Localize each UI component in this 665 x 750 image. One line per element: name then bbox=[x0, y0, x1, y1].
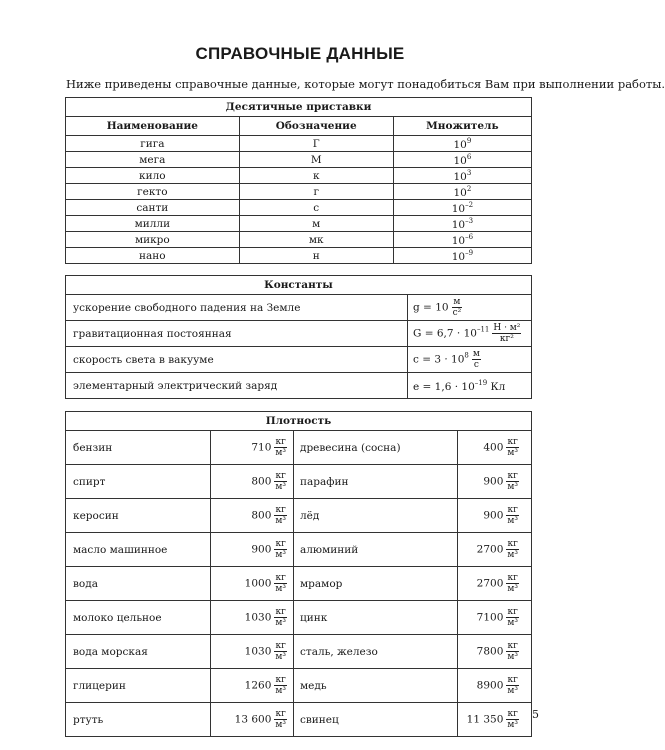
substance-name: медь bbox=[294, 669, 458, 703]
density-number: 8900 bbox=[476, 679, 504, 692]
constant-exponent: –19 bbox=[474, 378, 488, 387]
density-number: 400 bbox=[483, 441, 504, 454]
unit-fraction bbox=[274, 709, 287, 730]
multiplier-exponent: –9 bbox=[465, 248, 474, 257]
unit-denominator: м³ bbox=[275, 618, 286, 628]
multiplier-exponent: –2 bbox=[465, 200, 474, 209]
density-value bbox=[211, 567, 294, 601]
density-value bbox=[211, 669, 294, 703]
unit-numerator: кг bbox=[275, 573, 286, 583]
constants-caption: Константы bbox=[66, 276, 532, 295]
constant-prefix: g = 10 bbox=[413, 301, 449, 314]
multiplier-exponent: –3 bbox=[465, 216, 474, 225]
unit-numerator: кг bbox=[507, 607, 518, 617]
unit-denominator: м³ bbox=[275, 652, 286, 662]
substance-name: ртуть bbox=[66, 703, 211, 737]
unit-numerator: м bbox=[472, 349, 480, 359]
density-number: 2700 bbox=[476, 543, 504, 556]
multiplier-exponent: –6 bbox=[465, 232, 474, 241]
unit-denominator: м³ bbox=[507, 550, 518, 560]
multiplier-base: 10 bbox=[451, 234, 466, 247]
density-table bbox=[65, 411, 532, 737]
constants-table bbox=[65, 275, 532, 399]
prefix-symbol: с bbox=[239, 200, 393, 216]
constant-row bbox=[66, 295, 532, 321]
unit-fraction bbox=[472, 349, 481, 370]
unit-fraction bbox=[506, 607, 519, 628]
density-value bbox=[458, 465, 532, 499]
substance-name: древесина (сосна) bbox=[294, 431, 458, 465]
unit-numerator: кг bbox=[275, 641, 286, 651]
prefix-multiplier bbox=[393, 216, 531, 232]
constant-name: ускорение свободного падения на Земле bbox=[66, 295, 408, 321]
constant-prefix: G = 6,7 · 10 bbox=[413, 327, 477, 340]
header-multiplier: Множитель bbox=[393, 117, 531, 136]
density-number: 800 bbox=[251, 475, 272, 488]
prefixes-caption: Десятичные приставки bbox=[66, 98, 532, 117]
unit-numerator: кг bbox=[507, 471, 518, 481]
density-value bbox=[458, 601, 532, 635]
unit-denominator: м³ bbox=[507, 652, 518, 662]
density-number: 1030 bbox=[244, 611, 272, 624]
unit-numerator: кг bbox=[507, 709, 518, 719]
prefix-row bbox=[66, 168, 532, 184]
density-number: 710 bbox=[251, 441, 272, 454]
density-number: 7800 bbox=[476, 645, 504, 658]
multiplier-base: 10 bbox=[451, 218, 466, 231]
density-caption: Плотность bbox=[66, 412, 532, 431]
unit-numerator: Н · м² bbox=[493, 323, 521, 333]
prefix-name: кило bbox=[66, 168, 240, 184]
density-number: 900 bbox=[483, 509, 504, 522]
multiplier-exponent: 3 bbox=[466, 168, 472, 177]
multiplier-base: 10 bbox=[453, 186, 467, 199]
unit-numerator: кг bbox=[507, 675, 518, 685]
density-number: 1000 bbox=[244, 577, 272, 590]
prefix-row bbox=[66, 200, 532, 216]
substance-name: мрамор bbox=[294, 567, 458, 601]
unit-fraction bbox=[274, 505, 287, 526]
unit-denominator: с² bbox=[452, 308, 462, 318]
density-value bbox=[211, 499, 294, 533]
prefix-name: гекто bbox=[66, 184, 240, 200]
density-value bbox=[211, 431, 294, 465]
prefix-multiplier bbox=[393, 200, 531, 216]
constant-value bbox=[408, 347, 532, 373]
constant-value bbox=[408, 295, 532, 321]
density-number: 2700 bbox=[476, 577, 504, 590]
prefix-multiplier bbox=[393, 152, 531, 168]
unit-numerator: кг bbox=[275, 437, 286, 447]
prefix-name: милли bbox=[66, 216, 240, 232]
density-value bbox=[211, 601, 294, 635]
substance-name: вода bbox=[66, 567, 211, 601]
density-number: 800 bbox=[251, 509, 272, 522]
unit-denominator: м³ bbox=[507, 618, 518, 628]
unit-fraction bbox=[274, 607, 287, 628]
substance-name: молоко цельное bbox=[66, 601, 211, 635]
unit-fraction bbox=[506, 675, 519, 696]
prefix-multiplier bbox=[393, 248, 531, 264]
substance-name: сталь, железо bbox=[294, 635, 458, 669]
density-row bbox=[66, 533, 532, 567]
unit-denominator: м³ bbox=[275, 686, 286, 696]
constant-exponent: 8 bbox=[464, 351, 469, 360]
prefix-multiplier bbox=[393, 184, 531, 200]
page-title: СПРАВОЧНЫЕ ДАННЫЕ bbox=[195, 44, 405, 63]
substance-name: глицерин bbox=[66, 669, 211, 703]
density-row bbox=[66, 601, 532, 635]
constant-row bbox=[66, 321, 532, 347]
density-value bbox=[458, 499, 532, 533]
prefix-symbol: к bbox=[239, 168, 393, 184]
prefix-symbol: м bbox=[239, 216, 393, 232]
density-number: 1260 bbox=[244, 679, 272, 692]
unit-numerator: кг bbox=[275, 471, 286, 481]
unit-numerator: кг bbox=[507, 437, 518, 447]
prefix-row bbox=[66, 136, 532, 152]
unit-fraction bbox=[274, 573, 287, 594]
unit-denominator: м³ bbox=[507, 720, 518, 730]
density-value bbox=[458, 669, 532, 703]
prefix-symbol: г bbox=[239, 184, 393, 200]
unit-denominator: м³ bbox=[275, 516, 286, 526]
unit-fraction bbox=[492, 323, 521, 344]
unit-fraction bbox=[274, 641, 287, 662]
constant-exponent: –11 bbox=[476, 325, 490, 334]
constant-name: скорость света в вакууме bbox=[66, 347, 408, 373]
unit-numerator: кг bbox=[507, 641, 518, 651]
substance-name: цинк bbox=[294, 601, 458, 635]
prefix-symbol: мк bbox=[239, 232, 393, 248]
unit-fraction bbox=[274, 675, 287, 696]
unit-numerator: кг bbox=[275, 505, 286, 515]
prefix-symbol: М bbox=[239, 152, 393, 168]
prefix-multiplier bbox=[393, 136, 531, 152]
density-value bbox=[211, 703, 294, 737]
prefix-symbol: Г bbox=[239, 136, 393, 152]
constant-row bbox=[66, 347, 532, 373]
multiplier-base: 10 bbox=[451, 202, 466, 215]
unit-fraction bbox=[506, 505, 519, 526]
unit-numerator: кг bbox=[275, 539, 286, 549]
prefix-name: нано bbox=[66, 248, 240, 264]
constant-name: элементарный электрический заряд bbox=[66, 373, 408, 399]
density-number: 900 bbox=[483, 475, 504, 488]
unit-fraction bbox=[274, 539, 287, 560]
unit-fraction bbox=[274, 471, 287, 492]
density-row bbox=[66, 465, 532, 499]
density-row bbox=[66, 431, 532, 465]
prefix-name: гига bbox=[66, 136, 240, 152]
multiplier-base: 10 bbox=[453, 170, 467, 183]
unit-denominator: м³ bbox=[275, 448, 286, 458]
substance-name: вода морская bbox=[66, 635, 211, 669]
multiplier-exponent: 9 bbox=[466, 136, 472, 145]
unit-numerator: кг bbox=[275, 675, 286, 685]
unit-numerator: м bbox=[453, 297, 461, 307]
prefixes-table bbox=[65, 97, 532, 264]
substance-name: лёд bbox=[294, 499, 458, 533]
constant-unit: Кл bbox=[487, 380, 506, 393]
header-symbol: Обозначение bbox=[239, 117, 393, 136]
density-row bbox=[66, 669, 532, 703]
unit-denominator: м³ bbox=[507, 584, 518, 594]
substance-name: свинец bbox=[294, 703, 458, 737]
unit-denominator: кг² bbox=[499, 334, 514, 344]
unit-numerator: кг bbox=[507, 573, 518, 583]
unit-fraction bbox=[506, 709, 519, 730]
density-value bbox=[211, 635, 294, 669]
header-name: Наименование bbox=[66, 117, 240, 136]
constant-name: гравитационная постоянная bbox=[66, 321, 408, 347]
density-value bbox=[458, 703, 532, 737]
prefix-row bbox=[66, 232, 532, 248]
prefix-name: мега bbox=[66, 152, 240, 168]
multiplier-exponent: 2 bbox=[466, 184, 472, 193]
unit-fraction bbox=[506, 641, 519, 662]
prefix-multiplier bbox=[393, 232, 531, 248]
constant-row bbox=[66, 373, 532, 399]
unit-denominator: м³ bbox=[275, 720, 286, 730]
density-number: 900 bbox=[251, 543, 272, 556]
density-value bbox=[458, 567, 532, 601]
unit-denominator: м³ bbox=[507, 482, 518, 492]
density-number: 13 600 bbox=[234, 713, 272, 726]
prefix-multiplier bbox=[393, 168, 531, 184]
density-row bbox=[66, 567, 532, 601]
unit-fraction bbox=[452, 297, 463, 318]
density-value bbox=[458, 635, 532, 669]
unit-fraction bbox=[506, 573, 519, 594]
prefix-name: санти bbox=[66, 200, 240, 216]
unit-denominator: м³ bbox=[275, 584, 286, 594]
unit-numerator: кг bbox=[275, 709, 286, 719]
density-value bbox=[211, 465, 294, 499]
density-number: 7100 bbox=[476, 611, 504, 624]
density-value bbox=[458, 431, 532, 465]
density-number: 1030 bbox=[244, 645, 272, 658]
substance-name: алюминий bbox=[294, 533, 458, 567]
intro-text: Ниже приведены справочные данные, которые могут понадобиться Вам при выполнении работы. bbox=[66, 77, 665, 91]
unit-numerator: кг bbox=[275, 607, 286, 617]
prefix-name: микро bbox=[66, 232, 240, 248]
unit-numerator: кг bbox=[507, 539, 518, 549]
multiplier-base: 10 bbox=[451, 250, 466, 263]
prefix-row bbox=[66, 184, 532, 200]
unit-denominator: м³ bbox=[507, 686, 518, 696]
constant-value bbox=[408, 321, 532, 347]
unit-denominator: с bbox=[473, 360, 479, 370]
density-number: 11 350 bbox=[466, 713, 504, 726]
substance-name: бензин bbox=[66, 431, 211, 465]
constant-prefix: c = 3 · 10 bbox=[413, 353, 465, 366]
prefix-symbol: н bbox=[239, 248, 393, 264]
multiplier-base: 10 bbox=[453, 154, 467, 167]
unit-denominator: м³ bbox=[507, 516, 518, 526]
unit-fraction bbox=[506, 437, 519, 458]
unit-denominator: м³ bbox=[275, 550, 286, 560]
density-row bbox=[66, 635, 532, 669]
density-row bbox=[66, 703, 532, 737]
prefix-row bbox=[66, 248, 532, 264]
unit-denominator: м³ bbox=[507, 448, 518, 458]
constant-prefix: e = 1,6 · 10 bbox=[413, 380, 475, 393]
unit-fraction bbox=[506, 471, 519, 492]
page-number: 5 bbox=[532, 708, 539, 721]
substance-name: спирт bbox=[66, 465, 211, 499]
prefix-row bbox=[66, 216, 532, 232]
substance-name: парафин bbox=[294, 465, 458, 499]
unit-fraction bbox=[274, 437, 287, 458]
density-value bbox=[211, 533, 294, 567]
constant-value bbox=[408, 373, 532, 399]
multiplier-base: 10 bbox=[453, 138, 467, 151]
multiplier-exponent: 6 bbox=[466, 152, 472, 161]
density-row bbox=[66, 499, 532, 533]
prefix-row bbox=[66, 152, 532, 168]
substance-name: керосин bbox=[66, 499, 211, 533]
density-value bbox=[458, 533, 532, 567]
substance-name: масло машинное bbox=[66, 533, 211, 567]
unit-numerator: кг bbox=[507, 505, 518, 515]
unit-fraction bbox=[506, 539, 519, 560]
unit-denominator: м³ bbox=[275, 482, 286, 492]
